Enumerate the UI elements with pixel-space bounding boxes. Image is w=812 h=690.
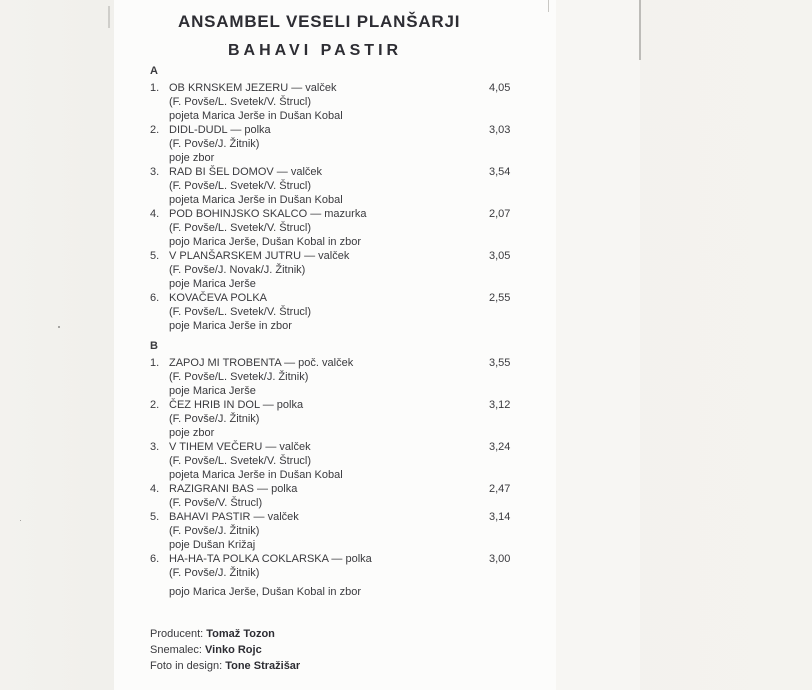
credit-value: Tone Stražišar xyxy=(225,660,301,672)
track-authors: (F. Povše/L. Svetek/J. Žitnik) xyxy=(169,371,309,383)
side-b-label: B xyxy=(150,340,158,352)
track-performers: poje Marica Jerše xyxy=(169,278,256,290)
track-title: OB KRNSKEM JEZERU — valček xyxy=(169,82,337,94)
track-item xyxy=(150,207,520,249)
track-title: POD BOHINJSKO SKALCO — mazurka xyxy=(169,208,367,220)
track-number: 2. xyxy=(150,124,160,136)
track-title: BAHAVI PASTIR — valček xyxy=(169,511,299,523)
track-item xyxy=(150,249,520,291)
credit-design xyxy=(150,658,300,674)
track-performers: pojo Marica Jerše, Dušan Kobal in zbor xyxy=(169,236,361,248)
track-authors: (F. Povše/J. Žitnik) xyxy=(169,413,260,425)
track-performers: pojeta Marica Jerše in Dušan Kobal xyxy=(169,194,343,206)
credit-label: Snemalec: xyxy=(150,644,202,656)
credit-value: Vinko Rojc xyxy=(205,644,262,656)
scan-speck xyxy=(20,520,21,521)
track-performers: pojeta Marica Jerše in Dušan Kobal xyxy=(169,110,343,122)
track-duration: 2,47 xyxy=(489,483,511,495)
side-a-tracklist xyxy=(150,81,520,333)
track-performers: poje Marica Jerše xyxy=(169,385,256,397)
track-title: KOVAČEVA POLKA xyxy=(169,292,268,304)
track-performers: poje Marica Jerše in zbor xyxy=(169,320,292,332)
track-title: ČEZ HRIB IN DOL — polka xyxy=(169,399,304,411)
track-title: V PLANŠARSKEM JUTRU — valček xyxy=(169,250,350,262)
track-performers: poje zbor xyxy=(169,152,215,164)
track-number: 4. xyxy=(150,208,160,220)
track-item xyxy=(150,398,520,440)
track-duration: 3,55 xyxy=(489,357,511,369)
track-authors: (F. Povše/L. Svetek/V. Štrucl) xyxy=(169,306,312,318)
track-item xyxy=(150,482,520,510)
credit-label: Producent: xyxy=(150,628,204,640)
track-number: 2. xyxy=(150,399,160,411)
fold-mark xyxy=(108,6,110,28)
track-duration: 2,07 xyxy=(489,208,511,220)
track-authors: (F. Povše/L. Svetek/V. Štrucl) xyxy=(169,455,312,467)
track-duration: 3,12 xyxy=(489,399,511,411)
track-duration: 3,05 xyxy=(489,250,511,262)
track-number: 6. xyxy=(150,553,160,565)
track-authors: (F. Povše/V. Štrucl) xyxy=(169,497,263,509)
scan-speck xyxy=(58,326,60,328)
fold-mark xyxy=(639,0,641,60)
track-number: 5. xyxy=(150,250,160,262)
track-authors: (F. Povše/L. Svetek/V. Štrucl) xyxy=(169,96,312,108)
track-title: V TIHEM VEČERU — valček xyxy=(169,441,311,453)
track-duration: 3,14 xyxy=(489,511,511,523)
track-number: 1. xyxy=(150,82,160,94)
track-title: RAD BI ŠEL DOMOV — valček xyxy=(169,166,323,178)
credit-producer xyxy=(150,626,300,642)
track-performers: pojo Marica Jerše, Dušan Kobal in zbor xyxy=(169,586,361,598)
track-duration: 3,24 xyxy=(489,441,511,453)
card-fold-panel xyxy=(556,0,640,690)
track-authors: (F. Povše/J. Žitnik) xyxy=(169,525,260,537)
track-number: 1. xyxy=(150,357,160,369)
track-number: 3. xyxy=(150,166,160,178)
credits-block xyxy=(150,626,300,674)
track-item xyxy=(150,552,520,599)
track-authors: (F. Povše/J. Žitnik) xyxy=(169,567,260,579)
track-number: 4. xyxy=(150,483,160,495)
track-authors: (F. Povše/J. Novak/J. Žitnik) xyxy=(169,264,306,276)
track-item xyxy=(150,291,520,333)
track-duration: 3,00 xyxy=(489,553,511,565)
track-authors: (F. Povše/J. Žitnik) xyxy=(169,138,260,150)
credit-value: Tomaž Tozon xyxy=(206,628,275,640)
track-duration: 2,55 xyxy=(489,292,511,304)
track-item xyxy=(150,123,520,165)
track-authors: (F. Povše/L. Svetek/V. Štrucl) xyxy=(169,180,312,192)
track-performers: poje zbor xyxy=(169,427,215,439)
track-title: HA-HA-TA POLKA COKLARSKA — polka xyxy=(169,553,372,565)
credit-recording xyxy=(150,642,300,658)
track-item xyxy=(150,165,520,207)
track-number: 6. xyxy=(150,292,160,304)
track-performers: poje Dušan Križaj xyxy=(169,539,256,551)
side-a-label: A xyxy=(150,65,158,77)
track-number: 5. xyxy=(150,511,160,523)
side-b-tracklist xyxy=(150,356,520,599)
fold-mark xyxy=(548,0,549,12)
track-number: 3. xyxy=(150,441,160,453)
track-duration: 3,54 xyxy=(489,166,511,178)
track-duration: 4,05 xyxy=(489,82,511,94)
track-item xyxy=(150,81,520,123)
track-item xyxy=(150,440,520,482)
track-item xyxy=(150,510,520,552)
track-authors: (F. Povše/L. Svetek/V. Štrucl) xyxy=(169,222,312,234)
track-item xyxy=(150,356,520,398)
track-title: ZAPOJ MI TROBENTA — poč. valček xyxy=(169,357,354,369)
track-performers: pojeta Marica Jerše in Dušan Kobal xyxy=(169,469,343,481)
track-title: RAZIGRANI BAS — polka xyxy=(169,483,298,495)
track-title: DIDL-DUDL — polka xyxy=(169,124,271,136)
album-title: BAHAVI PASTIR xyxy=(228,42,403,59)
track-duration: 3,03 xyxy=(489,124,511,136)
credit-label: Foto in design: xyxy=(150,660,223,672)
album-artist: ANSAMBEL VESELI PLANŠARJI xyxy=(178,12,461,31)
